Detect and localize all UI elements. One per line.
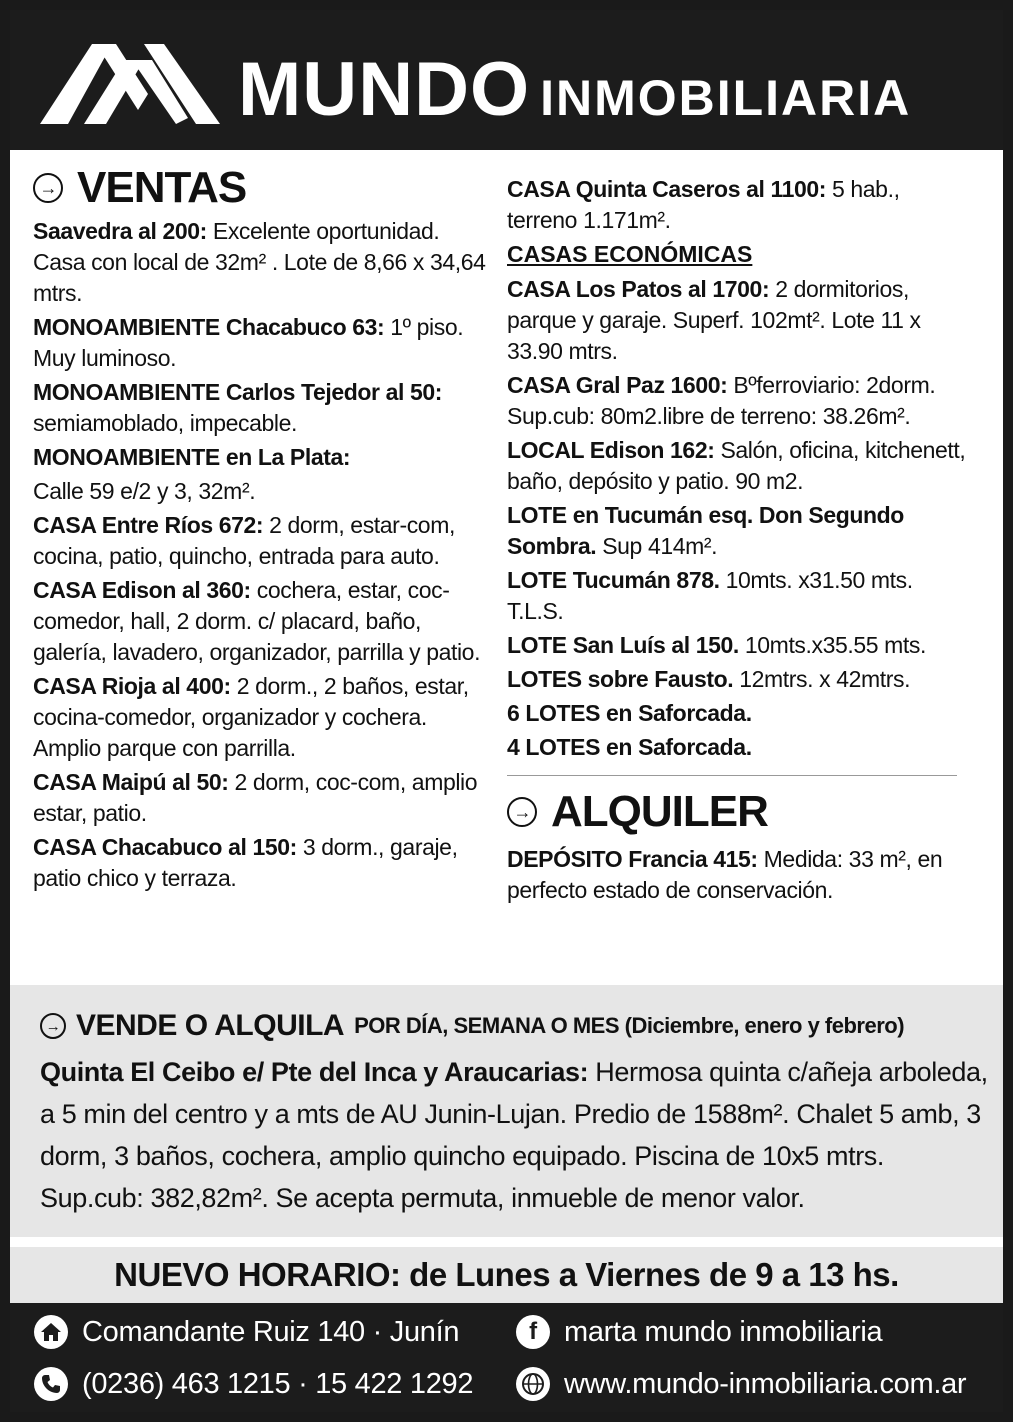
brand-name-big: MUNDO — [238, 47, 531, 132]
listing-entry — [507, 630, 967, 661]
listing-description: Bºferroviario: 2dorm. Sup.cub: 80m2.libre de terreno: 38.26m². — [507, 372, 936, 429]
listing-entry — [33, 671, 493, 764]
listing-title: CASA Chacabuco al 150: — [33, 834, 297, 860]
vende-alquila-property: Quinta El Ceibo e/ Pte del Inca y Araucarias: — [40, 1057, 589, 1087]
listing-entry — [507, 664, 967, 695]
contact-footer — [10, 1303, 1003, 1412]
listing-title: CASA Quinta Caseros al 1100: — [507, 176, 827, 202]
vende-alquila-subtitle: POR DÍA, SEMANA O MES (Diciembre, enero y febrero) — [354, 1013, 905, 1038]
address — [34, 1315, 459, 1349]
ventas-title — [33, 162, 493, 214]
casas-economicas-list — [507, 274, 967, 763]
listing-description: 10mts.x35.55 mts. — [738, 632, 927, 658]
listing-entry — [507, 565, 967, 627]
website-link[interactable]: www.mundo-inmobiliaria.com.ar — [564, 1367, 967, 1400]
phone-icon — [34, 1367, 68, 1401]
facebook-text[interactable]: marta mundo inmobiliaria — [564, 1315, 883, 1348]
listing-description: 3 dorm., garaje, patio chico y terraza. — [33, 834, 458, 891]
alquiler-list — [507, 844, 967, 906]
vende-alquila-section — [10, 985, 1003, 1237]
listing-description: Medida: 33 m², en perfecto estado de conservación. — [507, 846, 943, 903]
listing-title: MONOAMBIENTE Carlos Tejedor al 50: — [33, 379, 442, 405]
header — [10, 10, 1003, 150]
listing-entry — [507, 844, 967, 906]
listing-description: 2 dorm, coc-com, amplio estar, patio. — [33, 769, 478, 826]
listing-title: LOTES sobre Fausto. — [507, 666, 734, 692]
listing-description: 10mts. x31.50 mts. T.L.S. — [507, 567, 913, 624]
listing-description: Excelente oportunidad. Casa con local de 32m² . Lote de 8,66 x 34,64 mtrs. — [33, 218, 486, 306]
listing-entry — [507, 274, 967, 367]
vende-alquila-text: Hermosa quinta c/añeja arboleda, a 5 min del centro y a mts de AU Junin-Lujan. Predio de 1588m². Chalet 5 amb, 3 dorm, 3 baños, cochera, amplio quincho equipado. Piscina de 10x5 mtrs. Sup.cub: 382,82m². Se acepta permuta, inmueble de menor valor. — [40, 1057, 988, 1213]
listing-description: Salón, oficina, kitchenett, baño, depósito y patio. 90 m2. — [507, 437, 966, 494]
website[interactable] — [516, 1367, 966, 1401]
separator — [10, 1237, 1003, 1247]
facebook-icon: f — [516, 1315, 550, 1349]
listing-entry — [33, 377, 493, 439]
listing-title: CASA Los Patos al 1700: — [507, 276, 770, 302]
listing-title: CASA Maipú al 50: — [33, 769, 229, 795]
listing-description: 2 dormitorios, parque y garaje. Superf. 102mt². Lote 11 x 33.90 mtrs. — [507, 276, 921, 364]
ventas-list — [33, 216, 493, 894]
arrow-circle-icon: → — [33, 173, 63, 203]
ventas-title-text: VENTAS — [77, 163, 247, 212]
listing-entry — [33, 767, 493, 829]
opening-hours: NUEVO HORARIO: de Lunes a Viernes de 9 a 13 hs. — [114, 1256, 899, 1293]
listing-title: LOTE Tucumán 878. — [507, 567, 720, 593]
listing-title: LOCAL Edison 162: — [507, 437, 715, 463]
listing-title: CASA Gral Paz 1600: — [507, 372, 728, 398]
phone[interactable] — [34, 1367, 473, 1401]
brand-name-small: INMOBILIARIA — [540, 70, 912, 126]
listing-entry — [33, 832, 493, 894]
listing-description: 5 hab., terreno 1.171m². — [507, 176, 900, 233]
listing-title: Saavedra al 200: — [33, 218, 207, 244]
logo-mark-icon — [40, 34, 220, 124]
vende-alquila-description — [40, 1051, 990, 1219]
listing-title: 6 LOTES en Saforcada. — [507, 700, 752, 726]
listing-entry — [507, 500, 967, 562]
phone-text[interactable]: (0236) 463 1215 · 15 422 1292 — [82, 1367, 474, 1400]
listing-description: 2 dorm, estar-com, cocina, patio, quincho, entrada para auto. — [33, 512, 455, 569]
arrow-circle-icon: → — [507, 797, 537, 827]
listing-title: 4 LOTES en Saforcada. — [507, 734, 752, 760]
arrow-circle-icon: → — [40, 1013, 66, 1039]
facebook[interactable] — [516, 1315, 882, 1349]
listing-title: CASA Rioja al 400: — [33, 673, 231, 699]
listing-title: LOTE en Tucumán esq. Don Segundo Sombra. — [507, 502, 904, 559]
listing-title: DEPÓSITO Francia 415: — [507, 846, 758, 872]
hours-band — [10, 1247, 1003, 1303]
listing-title: MONOAMBIENTE Chacabuco 63: — [33, 314, 385, 340]
vende-alquila-title-text: VENDE O ALQUILA — [76, 1009, 345, 1042]
brand-name — [238, 46, 911, 133]
listing-entry — [33, 312, 493, 374]
listing-title: CASA Edison al 360: — [33, 577, 251, 603]
listing-description: Sup 414m². — [596, 533, 718, 559]
listing-title: CASA Entre Ríos 672: — [33, 512, 264, 538]
left-column — [33, 150, 493, 897]
listing-entry — [33, 216, 493, 309]
listing-entry — [507, 435, 967, 497]
listing-description: 12mtrs. x 42mtrs. — [733, 666, 911, 692]
listing-entry — [507, 370, 967, 432]
listing-entry — [33, 575, 493, 668]
listing-entry — [33, 510, 493, 572]
listing-title: LOTE San Luís al 150. — [507, 632, 739, 658]
house-icon — [34, 1315, 68, 1349]
listing-description: semiamoblado, impecable. — [33, 410, 297, 436]
listing-entry — [33, 442, 493, 473]
alquiler-title — [507, 786, 967, 838]
vende-alquila-title — [40, 1009, 904, 1043]
casas-economicas-title: CASAS ECONÓMICAS — [507, 241, 753, 267]
address-text: Comandante Ruiz 140 · Junín — [82, 1315, 460, 1348]
divider — [507, 775, 957, 776]
globe-icon — [516, 1367, 550, 1401]
listing-description: 1º piso. Muy luminoso. — [33, 314, 464, 371]
listing-entry — [507, 174, 967, 236]
listing-entry — [33, 476, 493, 507]
listing-description: cochera, estar, coc-comedor, hall, 2 dorm. c/ placard, baño, galería, lavadero, organizador, parrilla y patio. — [33, 577, 481, 665]
listing-description: 2 dorm., 2 baños, estar, cocina-comedor, organizador y cochera. Amplio parque con parrilla. — [33, 673, 469, 761]
ventas-list-continued — [507, 174, 967, 236]
listings-area — [10, 150, 1003, 985]
listing-entry — [507, 732, 967, 763]
listing-description: Calle 59 e/2 y 3, 32m². — [33, 478, 256, 504]
listing-entry — [507, 698, 967, 729]
right-column — [507, 150, 967, 909]
alquiler-title-text: ALQUILER — [551, 787, 768, 836]
listing-title: MONOAMBIENTE en La Plata: — [33, 444, 351, 470]
